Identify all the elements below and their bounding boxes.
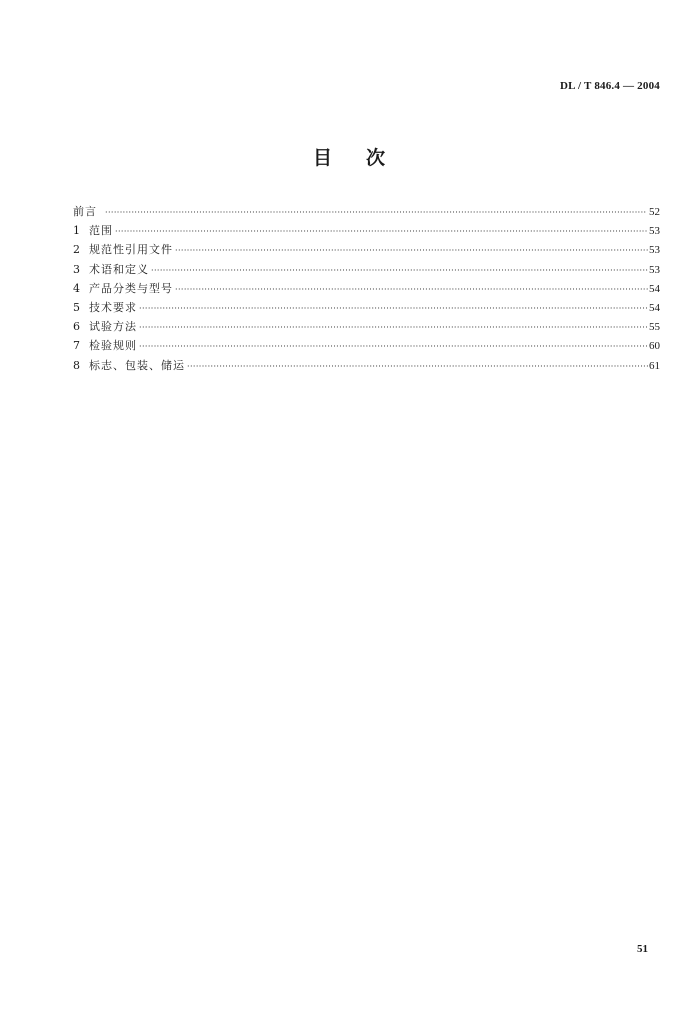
toc-entry-number: 7 (73, 339, 80, 353)
toc-entry-title: 试验方法 (89, 320, 137, 334)
toc-entry-number: 3 (73, 262, 80, 276)
toc-dot-leader (187, 357, 648, 376)
toc-entry-technical-requirements[interactable] (73, 298, 660, 317)
table-of-contents (73, 202, 660, 375)
toc-entry-foreword[interactable] (73, 202, 660, 221)
toc-entry-terms-definitions[interactable] (73, 260, 660, 279)
toc-entry-title: 范围 (89, 224, 113, 238)
toc-entry-page: 60 (649, 340, 660, 353)
toc-entry-number: 5 (73, 300, 80, 314)
toc-entry-page: 55 (649, 321, 660, 334)
toc-entry-title: 技术要求 (89, 300, 137, 314)
toc-entry-page: 61 (649, 359, 660, 372)
toc-entry-page: 53 (649, 244, 660, 257)
page-number: 51 (637, 943, 648, 955)
toc-dot-leader (139, 337, 648, 356)
toc-dot-leader (139, 299, 648, 318)
toc-entry-page: 53 (649, 263, 660, 276)
toc-entry-title: 标志、包装、储运 (89, 358, 185, 372)
standard-code: DL / T 846.4 — 2004 (560, 80, 660, 92)
toc-entry-page: 53 (649, 225, 660, 238)
toc-entry-normative-references[interactable] (73, 240, 660, 259)
toc-entry-number: 1 (73, 224, 80, 238)
toc-entry-scope[interactable] (73, 221, 660, 240)
toc-dot-leader (151, 261, 648, 280)
toc-entry-marking-packaging[interactable] (73, 356, 660, 375)
toc-entry-title: 产品分类与型号 (89, 281, 173, 295)
toc-entry-title: 规范性引用文件 (89, 243, 173, 257)
toc-entry-number: 6 (73, 320, 80, 334)
toc-dot-leader (139, 318, 648, 337)
toc-dot-leader (175, 280, 648, 299)
toc-entry-number: 2 (73, 243, 80, 257)
toc-entry-page: 54 (649, 282, 660, 295)
toc-entry-inspection-rules[interactable] (73, 336, 660, 355)
toc-entry-number: 8 (73, 358, 80, 372)
toc-entry-page: 54 (649, 301, 660, 314)
toc-dot-leader (115, 222, 648, 241)
toc-entry-test-methods[interactable] (73, 317, 660, 336)
toc-entry-title: 术语和定义 (89, 262, 149, 276)
toc-title: 目次 (312, 147, 419, 169)
toc-entry-classification[interactable] (73, 279, 660, 298)
toc-dot-leader (105, 203, 648, 222)
toc-entry-page: 52 (649, 206, 660, 218)
toc-entry-title: 检验规则 (89, 339, 137, 353)
toc-entry-title: 前言 (73, 205, 97, 218)
toc-entry-number: 4 (73, 281, 80, 295)
toc-dot-leader (175, 241, 648, 260)
